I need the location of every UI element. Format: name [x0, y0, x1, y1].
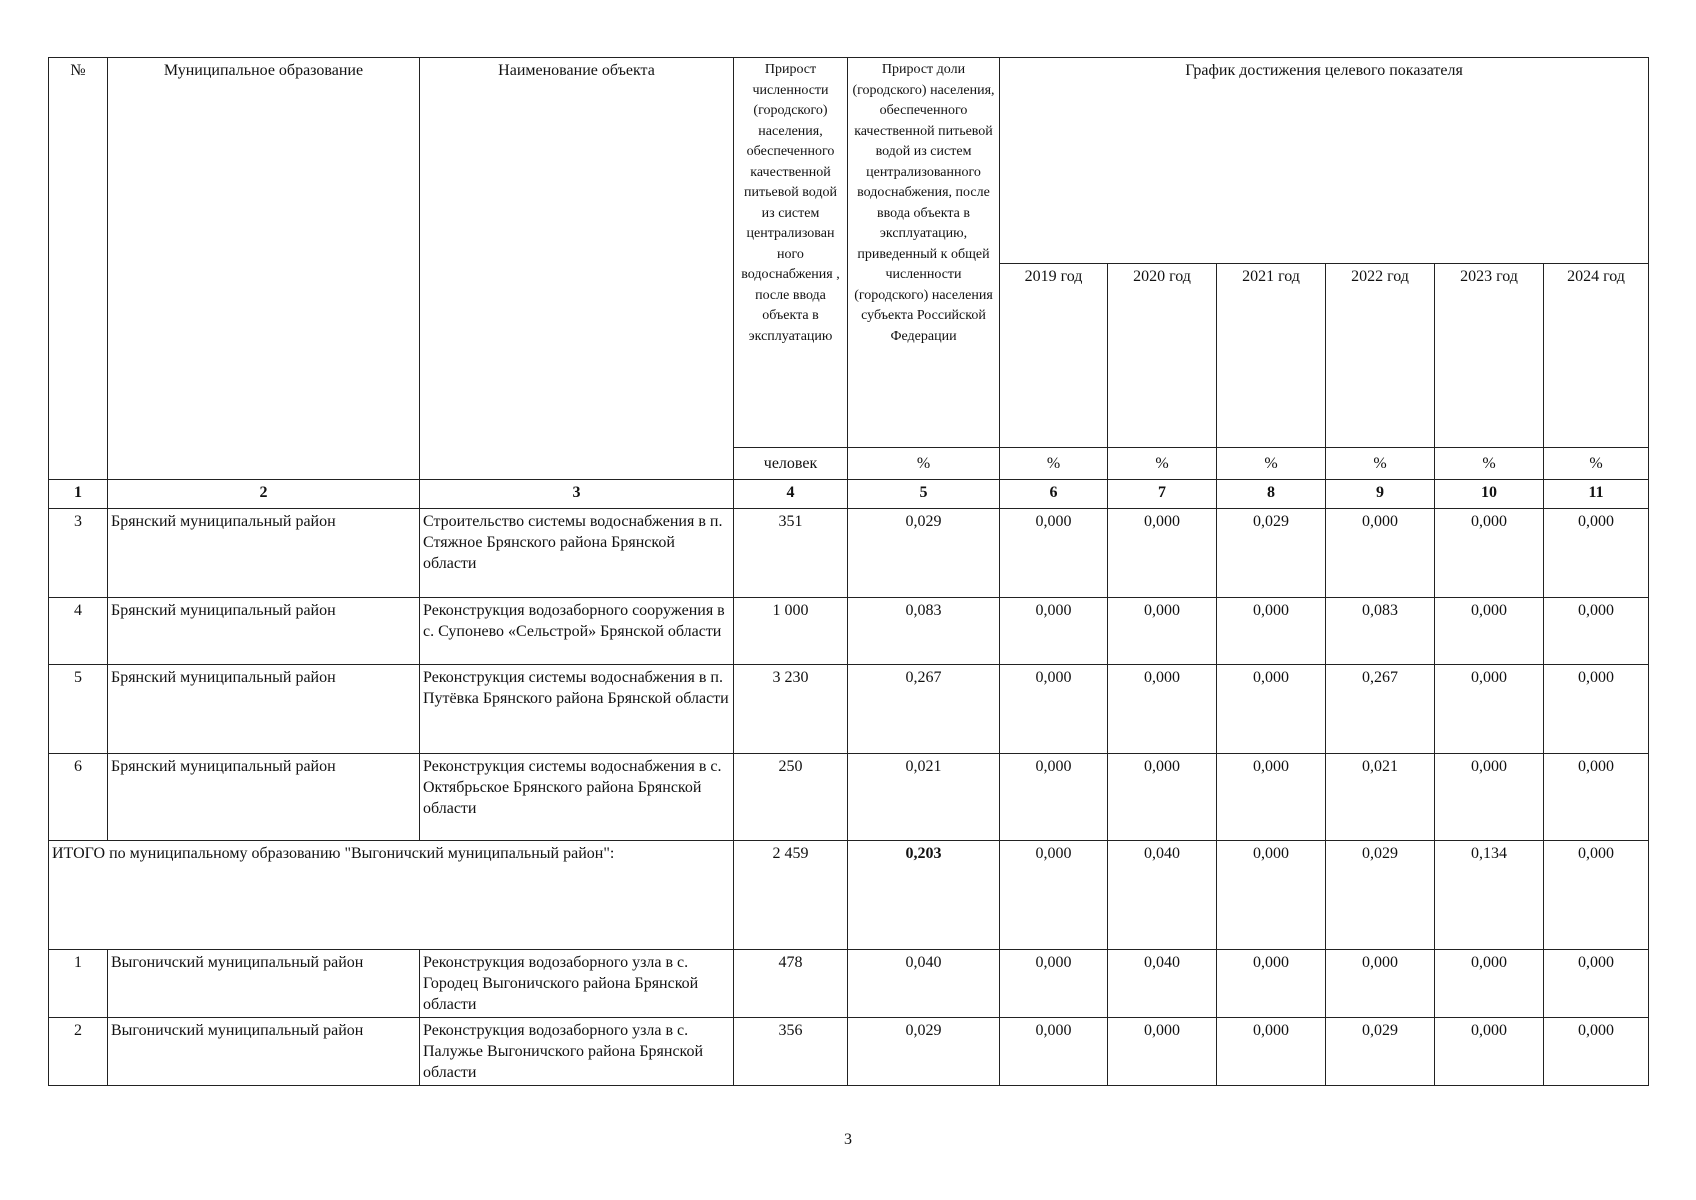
row-pop: 250 — [734, 754, 848, 841]
row-2024: 0,000 — [1544, 509, 1649, 598]
row-share: 0,267 — [848, 665, 1000, 754]
header-schedule: График достижения целевого показателя — [1000, 58, 1649, 264]
target-indicator-table — [48, 57, 1649, 1086]
table-row — [49, 509, 1649, 598]
row-2023: 0,000 — [1435, 665, 1544, 754]
row-2020: 0,000 — [1108, 754, 1217, 841]
row-2023: 0,000 — [1435, 509, 1544, 598]
row-municipality: Брянский муниципальный район — [108, 598, 420, 665]
row-2021: 0,029 — [1217, 509, 1326, 598]
row-share: 0,029 — [848, 509, 1000, 598]
column-number: 9 — [1326, 480, 1435, 509]
unit-pop: человек — [734, 448, 848, 480]
total-2019: 0,000 — [1000, 841, 1108, 950]
row-2019: 0,000 — [1000, 598, 1108, 665]
row-2021: 0,000 — [1217, 754, 1326, 841]
row-share: 0,021 — [848, 754, 1000, 841]
row-2021: 0,000 — [1217, 665, 1326, 754]
column-number-row — [49, 480, 1649, 509]
row-2022: 0,000 — [1326, 950, 1435, 1018]
unit-2019: % — [1000, 448, 1108, 480]
row-2024: 0,000 — [1544, 950, 1649, 1018]
header-year-2023: 2023 год — [1435, 264, 1544, 448]
header-year-2021: 2021 год — [1217, 264, 1326, 448]
column-number: 6 — [1000, 480, 1108, 509]
total-2024: 0,000 — [1544, 841, 1649, 950]
header-year-2020: 2020 год — [1108, 264, 1217, 448]
row-2023: 0,000 — [1435, 1018, 1544, 1086]
row-2019: 0,000 — [1000, 509, 1108, 598]
row-number: 6 — [49, 754, 108, 841]
row-municipality: Брянский муниципальный район — [108, 509, 420, 598]
row-share: 0,040 — [848, 950, 1000, 1018]
column-number: 2 — [108, 480, 420, 509]
total-pop: 2 459 — [734, 841, 848, 950]
table-row — [49, 1018, 1649, 1086]
row-2022: 0,267 — [1326, 665, 1435, 754]
total-2023: 0,134 — [1435, 841, 1544, 950]
row-pop: 3 230 — [734, 665, 848, 754]
row-2022: 0,029 — [1326, 1018, 1435, 1086]
header-share-growth: Прирост доли (городского) населения, обеспеченного качественной питьевой водой из систем централизованного водоснабжения, после ввода объекта в эксплуатацию, приведенный к общей численности (городского) населения субъекта Российской Федерации — [848, 58, 1000, 448]
page-number: 3 — [844, 1131, 852, 1148]
unit-2024: % — [1544, 448, 1649, 480]
column-number: 1 — [49, 480, 108, 509]
unit-2023: % — [1435, 448, 1544, 480]
row-object: Реконструкция водозаборного сооружения в с. Супонево «Сельстрой» Брянской области — [420, 598, 734, 665]
table-row — [49, 598, 1649, 665]
row-number: 4 — [49, 598, 108, 665]
header-year-2022: 2022 год — [1326, 264, 1435, 448]
table-row — [49, 950, 1649, 1018]
column-number: 4 — [734, 480, 848, 509]
row-2020: 0,000 — [1108, 598, 1217, 665]
row-share: 0,083 — [848, 598, 1000, 665]
column-number: 8 — [1217, 480, 1326, 509]
row-2020: 0,040 — [1108, 950, 1217, 1018]
row-2022: 0,021 — [1326, 754, 1435, 841]
row-2019: 0,000 — [1000, 754, 1108, 841]
row-pop: 351 — [734, 509, 848, 598]
header-year-2024: 2024 год — [1544, 264, 1649, 448]
row-2020: 0,000 — [1108, 509, 1217, 598]
total-2021: 0,000 — [1217, 841, 1326, 950]
unit-2022: % — [1326, 448, 1435, 480]
header-object-name: Наименование объекта — [420, 58, 734, 480]
row-2022: 0,083 — [1326, 598, 1435, 665]
row-2019: 0,000 — [1000, 665, 1108, 754]
row-2021: 0,000 — [1217, 1018, 1326, 1086]
row-share: 0,029 — [848, 1018, 1000, 1086]
column-number: 11 — [1544, 480, 1649, 509]
row-2024: 0,000 — [1544, 598, 1649, 665]
column-number: 3 — [420, 480, 734, 509]
row-pop: 1 000 — [734, 598, 848, 665]
table-row — [49, 754, 1649, 841]
row-object: Реконструкция системы водоснабжения в п. Путёвка Брянского района Брянской области — [420, 665, 734, 754]
header-no: № — [49, 58, 108, 480]
total-row — [49, 841, 1649, 950]
header-year-2019: 2019 год — [1000, 264, 1108, 448]
table-row — [49, 665, 1649, 754]
row-number: 1 — [49, 950, 108, 1018]
row-2023: 0,000 — [1435, 598, 1544, 665]
header-municipality: Муниципальное образование — [108, 58, 420, 480]
column-number: 5 — [848, 480, 1000, 509]
row-2021: 0,000 — [1217, 950, 1326, 1018]
row-2023: 0,000 — [1435, 950, 1544, 1018]
total-2022: 0,029 — [1326, 841, 1435, 950]
row-number: 3 — [49, 509, 108, 598]
row-object: Строительство системы водоснабжения в п. Стяжное Брянского района Брянской области — [420, 509, 734, 598]
row-2024: 0,000 — [1544, 754, 1649, 841]
row-object: Реконструкция системы водоснабжения в с. Октябрьское Брянского района Брянской области — [420, 754, 734, 841]
header-pop-growth: Прирост численности (городского) населения, обеспеченного качественной питьевой водой из систем централизован ного водоснабжения , после ввода объекта в эксплуатацию — [734, 58, 848, 448]
unit-2020: % — [1108, 448, 1217, 480]
total-label: ИТОГО по муниципальному образованию "Выгоничский муниципальный район": — [49, 841, 734, 950]
row-2024: 0,000 — [1544, 1018, 1649, 1086]
row-pop: 478 — [734, 950, 848, 1018]
row-object: Реконструкция водозаборного узла в с. Городец Выгоничского района Брянской области — [420, 950, 734, 1018]
row-2020: 0,000 — [1108, 665, 1217, 754]
unit-pct: % — [848, 448, 1000, 480]
column-number: 10 — [1435, 480, 1544, 509]
row-2021: 0,000 — [1217, 598, 1326, 665]
total-share: 0,203 — [848, 841, 1000, 950]
row-municipality: Брянский муниципальный район — [108, 754, 420, 841]
unit-2021: % — [1217, 448, 1326, 480]
row-municipality: Выгоничский муниципальный район — [108, 950, 420, 1018]
total-2020: 0,040 — [1108, 841, 1217, 950]
column-number: 7 — [1108, 480, 1217, 509]
row-2022: 0,000 — [1326, 509, 1435, 598]
row-number: 2 — [49, 1018, 108, 1086]
row-2019: 0,000 — [1000, 1018, 1108, 1086]
row-2024: 0,000 — [1544, 665, 1649, 754]
row-2023: 0,000 — [1435, 754, 1544, 841]
row-pop: 356 — [734, 1018, 848, 1086]
row-municipality: Брянский муниципальный район — [108, 665, 420, 754]
row-object: Реконструкция водозаборного узла в с. Палужье Выгоничского района Брянской области — [420, 1018, 734, 1086]
row-municipality: Выгоничский муниципальный район — [108, 1018, 420, 1086]
row-number: 5 — [49, 665, 108, 754]
row-2020: 0,000 — [1108, 1018, 1217, 1086]
row-2019: 0,000 — [1000, 950, 1108, 1018]
